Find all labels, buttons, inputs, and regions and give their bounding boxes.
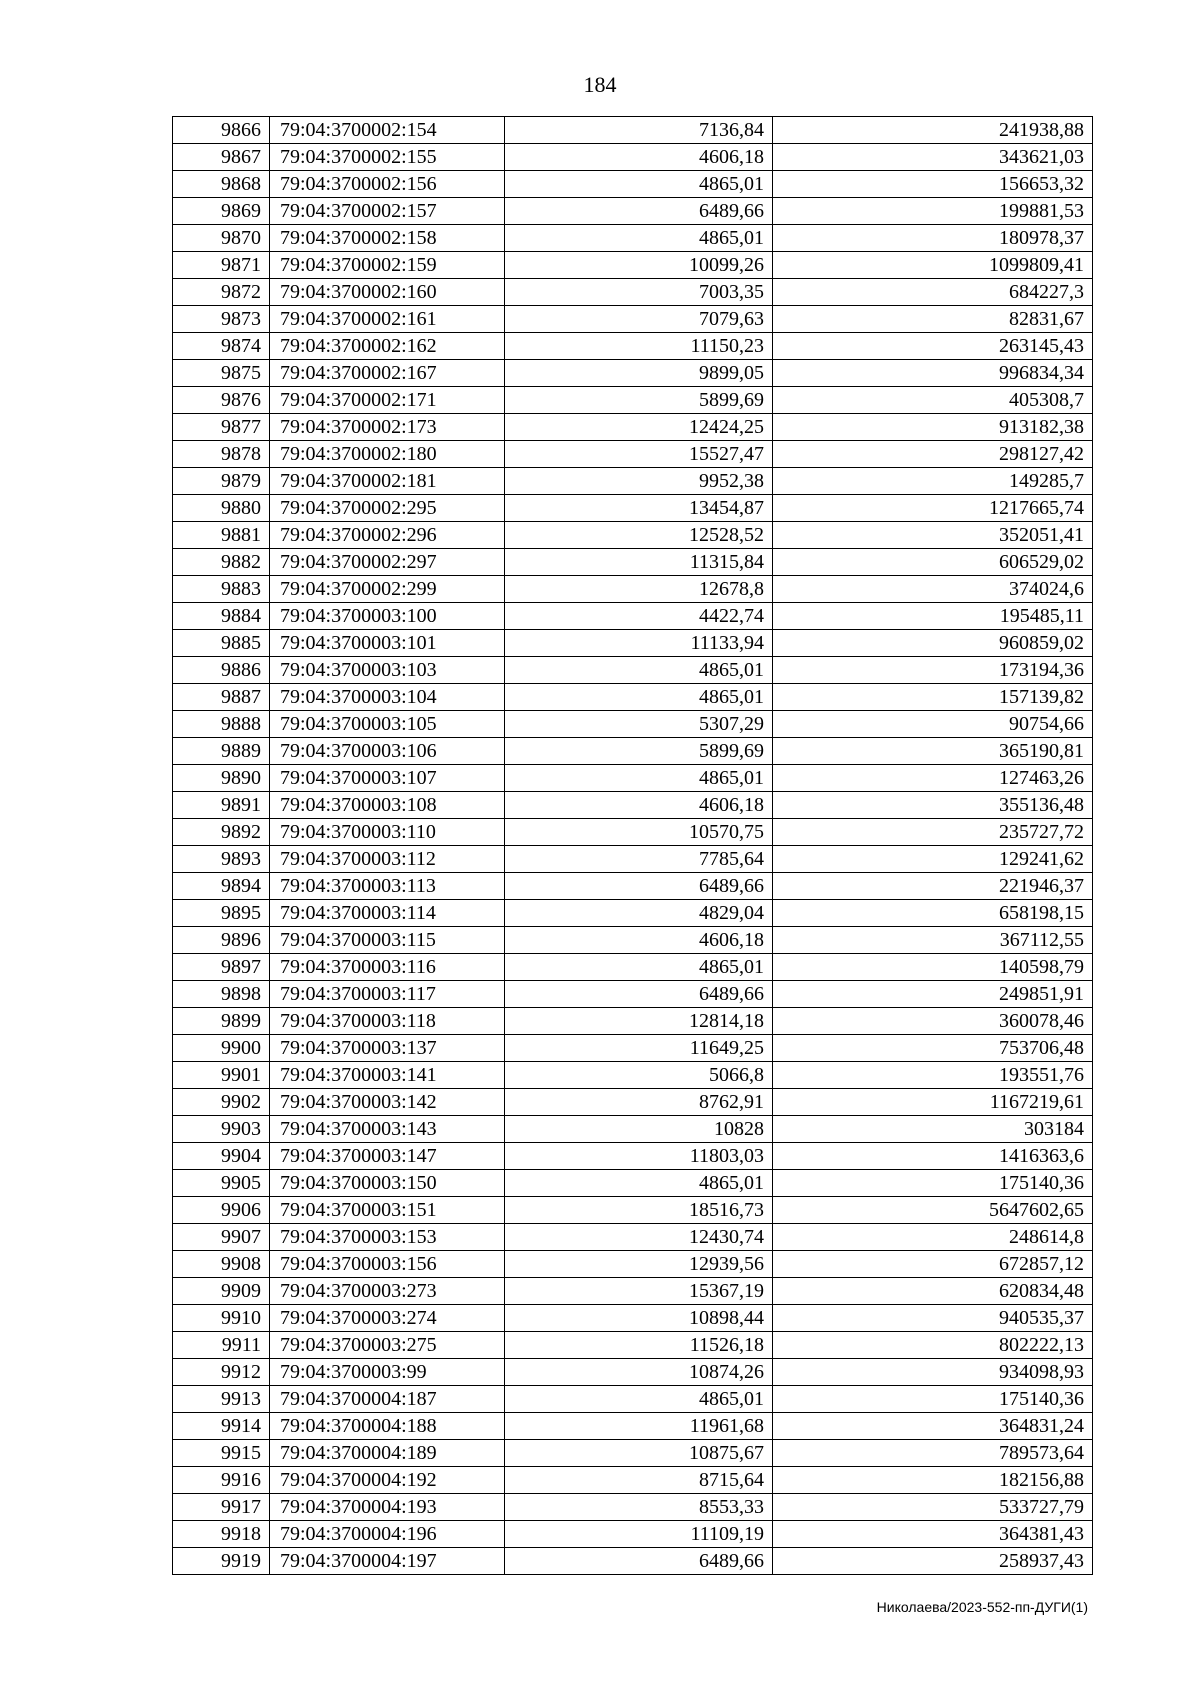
row-number-cell: 9876: [173, 387, 270, 414]
table-row: [173, 900, 1093, 927]
document-footer: Николаева/2023-552-пп-ДУГИ(1): [876, 1599, 1088, 1615]
row-number-cell: 9919: [173, 1548, 270, 1575]
cadastral-number-cell: 79:04:3700003:274: [270, 1305, 505, 1332]
cadastral-number-cell: 79:04:3700002:171: [270, 387, 505, 414]
value-cell: 82831,67: [773, 306, 1093, 333]
table-body: [173, 117, 1093, 1575]
cadastral-number-cell: 79:04:3700003:150: [270, 1170, 505, 1197]
cadastral-number-cell: 79:04:3700002:295: [270, 495, 505, 522]
row-number-cell: 9909: [173, 1278, 270, 1305]
area-cell: 10570,75: [505, 819, 773, 846]
cadastral-number-cell: 79:04:3700002:159: [270, 252, 505, 279]
area-cell: 11649,25: [505, 1035, 773, 1062]
value-cell: 248614,8: [773, 1224, 1093, 1251]
area-cell: 11526,18: [505, 1332, 773, 1359]
row-number-cell: 9869: [173, 198, 270, 225]
area-cell: 4865,01: [505, 225, 773, 252]
cadastral-number-cell: 79:04:3700002:162: [270, 333, 505, 360]
area-cell: 9952,38: [505, 468, 773, 495]
cadastral-number-cell: 79:04:3700002:296: [270, 522, 505, 549]
area-cell: 4865,01: [505, 954, 773, 981]
area-cell: 5899,69: [505, 738, 773, 765]
value-cell: 360078,46: [773, 1008, 1093, 1035]
value-cell: 364831,24: [773, 1413, 1093, 1440]
area-cell: 8715,64: [505, 1467, 773, 1494]
row-number-cell: 9917: [173, 1494, 270, 1521]
area-cell: 11961,68: [505, 1413, 773, 1440]
row-number-cell: 9867: [173, 144, 270, 171]
table-row: [173, 441, 1093, 468]
table-row: [173, 1278, 1093, 1305]
value-cell: 156653,32: [773, 171, 1093, 198]
table-row: [173, 927, 1093, 954]
value-cell: 960859,02: [773, 630, 1093, 657]
row-number-cell: 9878: [173, 441, 270, 468]
row-number-cell: 9868: [173, 171, 270, 198]
table-row: [173, 549, 1093, 576]
row-number-cell: 9912: [173, 1359, 270, 1386]
table-row: [173, 1359, 1093, 1386]
value-cell: 263145,43: [773, 333, 1093, 360]
area-cell: 6489,66: [505, 873, 773, 900]
value-cell: 140598,79: [773, 954, 1093, 981]
area-cell: 12424,25: [505, 414, 773, 441]
area-cell: 18516,73: [505, 1197, 773, 1224]
page-number: 184: [583, 72, 617, 97]
table-row: [173, 1170, 1093, 1197]
cadastral-number-cell: 79:04:3700002:299: [270, 576, 505, 603]
value-cell: 753706,48: [773, 1035, 1093, 1062]
table-row: [173, 873, 1093, 900]
area-cell: 8762,91: [505, 1089, 773, 1116]
row-number-cell: 9881: [173, 522, 270, 549]
row-number-cell: 9888: [173, 711, 270, 738]
value-cell: 684227,3: [773, 279, 1093, 306]
area-cell: 5899,69: [505, 387, 773, 414]
value-cell: 364381,43: [773, 1521, 1093, 1548]
table-row: [173, 630, 1093, 657]
cadastral-number-cell: 79:04:3700003:141: [270, 1062, 505, 1089]
table-row: [173, 252, 1093, 279]
row-number-cell: 9907: [173, 1224, 270, 1251]
table-row: [173, 954, 1093, 981]
value-cell: 802222,13: [773, 1332, 1093, 1359]
area-cell: 4865,01: [505, 765, 773, 792]
table-row: [173, 1116, 1093, 1143]
cadastral-number-cell: 79:04:3700002:173: [270, 414, 505, 441]
value-cell: 606529,02: [773, 549, 1093, 576]
area-cell: 13454,87: [505, 495, 773, 522]
row-number-cell: 9901: [173, 1062, 270, 1089]
cadastral-number-cell: 79:04:3700004:193: [270, 1494, 505, 1521]
value-cell: 913182,38: [773, 414, 1093, 441]
cadastral-number-cell: 79:04:3700003:142: [270, 1089, 505, 1116]
value-cell: 180978,37: [773, 225, 1093, 252]
cadastral-number-cell: 79:04:3700003:106: [270, 738, 505, 765]
area-cell: 12939,56: [505, 1251, 773, 1278]
table-row: [173, 576, 1093, 603]
cadastral-number-cell: 79:04:3700003:147: [270, 1143, 505, 1170]
cadastral-number-cell: 79:04:3700002:160: [270, 279, 505, 306]
value-cell: 193551,76: [773, 1062, 1093, 1089]
area-cell: 10828: [505, 1116, 773, 1143]
value-cell: 303184: [773, 1116, 1093, 1143]
table-row: [173, 1305, 1093, 1332]
cadastral-number-cell: 79:04:3700002:157: [270, 198, 505, 225]
cadastral-number-cell: 79:04:3700002:181: [270, 468, 505, 495]
table-row: [173, 414, 1093, 441]
value-cell: 298127,42: [773, 441, 1093, 468]
row-number-cell: 9902: [173, 1089, 270, 1116]
row-number-cell: 9910: [173, 1305, 270, 1332]
value-cell: 195485,11: [773, 603, 1093, 630]
cadastral-number-cell: 79:04:3700004:192: [270, 1467, 505, 1494]
row-number-cell: 9882: [173, 549, 270, 576]
table-row: [173, 765, 1093, 792]
cadastral-number-cell: 79:04:3700003:107: [270, 765, 505, 792]
table-row: [173, 1413, 1093, 1440]
table-row: [173, 711, 1093, 738]
value-cell: 249851,91: [773, 981, 1093, 1008]
table-row: [173, 279, 1093, 306]
table-row: [173, 117, 1093, 144]
area-cell: 4865,01: [505, 1170, 773, 1197]
cadastral-number-cell: 79:04:3700002:155: [270, 144, 505, 171]
area-cell: 15367,19: [505, 1278, 773, 1305]
value-cell: 533727,79: [773, 1494, 1093, 1521]
cadastral-number-cell: 79:04:3700003:273: [270, 1278, 505, 1305]
area-cell: 10099,26: [505, 252, 773, 279]
value-cell: 355136,48: [773, 792, 1093, 819]
value-cell: 934098,93: [773, 1359, 1093, 1386]
area-cell: 10874,26: [505, 1359, 773, 1386]
row-number-cell: 9911: [173, 1332, 270, 1359]
row-number-cell: 9887: [173, 684, 270, 711]
value-cell: 175140,36: [773, 1170, 1093, 1197]
value-cell: 1217665,74: [773, 495, 1093, 522]
area-cell: 6489,66: [505, 198, 773, 225]
area-cell: 15527,47: [505, 441, 773, 468]
row-number-cell: 9891: [173, 792, 270, 819]
value-cell: 374024,6: [773, 576, 1093, 603]
table-row: [173, 144, 1093, 171]
table-row: [173, 333, 1093, 360]
area-cell: 10875,67: [505, 1440, 773, 1467]
table-row: [173, 1386, 1093, 1413]
cadastral-number-cell: 79:04:3700003:153: [270, 1224, 505, 1251]
cadastral-number-cell: 79:04:3700003:104: [270, 684, 505, 711]
area-cell: 4865,01: [505, 657, 773, 684]
row-number-cell: 9896: [173, 927, 270, 954]
value-cell: 352051,41: [773, 522, 1093, 549]
row-number-cell: 9898: [173, 981, 270, 1008]
table-row: [173, 225, 1093, 252]
table-row: [173, 1440, 1093, 1467]
table-row: [173, 1332, 1093, 1359]
table-row: [173, 495, 1093, 522]
area-cell: 4606,18: [505, 927, 773, 954]
area-cell: 7785,64: [505, 846, 773, 873]
row-number-cell: 9914: [173, 1413, 270, 1440]
area-cell: 7079,63: [505, 306, 773, 333]
value-cell: 235727,72: [773, 819, 1093, 846]
area-cell: 6489,66: [505, 981, 773, 1008]
value-cell: 175140,36: [773, 1386, 1093, 1413]
cadastral-number-cell: 79:04:3700002:161: [270, 306, 505, 333]
table-row: [173, 603, 1093, 630]
cadastral-number-cell: 79:04:3700002:167: [270, 360, 505, 387]
value-cell: 672857,12: [773, 1251, 1093, 1278]
row-number-cell: 9908: [173, 1251, 270, 1278]
area-cell: 4865,01: [505, 684, 773, 711]
table-row: [173, 1548, 1093, 1575]
cadastral-number-cell: 79:04:3700003:137: [270, 1035, 505, 1062]
value-cell: 789573,64: [773, 1440, 1093, 1467]
row-number-cell: 9916: [173, 1467, 270, 1494]
area-cell: 7003,35: [505, 279, 773, 306]
cadastral-number-cell: 79:04:3700003:116: [270, 954, 505, 981]
cadastral-number-cell: 79:04:3700003:156: [270, 1251, 505, 1278]
row-number-cell: 9870: [173, 225, 270, 252]
table-row: [173, 819, 1093, 846]
value-cell: 182156,88: [773, 1467, 1093, 1494]
area-cell: 11803,03: [505, 1143, 773, 1170]
row-number-cell: 9918: [173, 1521, 270, 1548]
table-row: [173, 1008, 1093, 1035]
table-row: [173, 1143, 1093, 1170]
row-number-cell: 9875: [173, 360, 270, 387]
value-cell: 367112,55: [773, 927, 1093, 954]
area-cell: 12678,8: [505, 576, 773, 603]
row-number-cell: 9893: [173, 846, 270, 873]
cadastral-number-cell: 79:04:3700004:187: [270, 1386, 505, 1413]
value-cell: 149285,7: [773, 468, 1093, 495]
row-number-cell: 9880: [173, 495, 270, 522]
value-cell: 241938,88: [773, 117, 1093, 144]
area-cell: 12430,74: [505, 1224, 773, 1251]
area-cell: 5066,8: [505, 1062, 773, 1089]
area-cell: 11150,23: [505, 333, 773, 360]
value-cell: 258937,43: [773, 1548, 1093, 1575]
cadastral-number-cell: 79:04:3700003:99: [270, 1359, 505, 1386]
row-number-cell: 9883: [173, 576, 270, 603]
area-cell: 4865,01: [505, 171, 773, 198]
value-cell: 365190,81: [773, 738, 1093, 765]
cadastral-number-cell: 79:04:3700003:100: [270, 603, 505, 630]
value-cell: 996834,34: [773, 360, 1093, 387]
value-cell: 127463,26: [773, 765, 1093, 792]
row-number-cell: 9890: [173, 765, 270, 792]
cadastral-number-cell: 79:04:3700003:114: [270, 900, 505, 927]
row-number-cell: 9872: [173, 279, 270, 306]
table-row: [173, 306, 1093, 333]
row-number-cell: 9905: [173, 1170, 270, 1197]
cadastral-number-cell: 79:04:3700004:189: [270, 1440, 505, 1467]
row-number-cell: 9906: [173, 1197, 270, 1224]
table-row: [173, 1467, 1093, 1494]
area-cell: 12814,18: [505, 1008, 773, 1035]
row-number-cell: 9866: [173, 117, 270, 144]
area-cell: 8553,33: [505, 1494, 773, 1521]
value-cell: 343621,03: [773, 144, 1093, 171]
table-row: [173, 1224, 1093, 1251]
row-number-cell: 9886: [173, 657, 270, 684]
row-number-cell: 9904: [173, 1143, 270, 1170]
cadastral-number-cell: 79:04:3700003:103: [270, 657, 505, 684]
row-number-cell: 9903: [173, 1116, 270, 1143]
table-row: [173, 360, 1093, 387]
row-number-cell: 9877: [173, 414, 270, 441]
area-cell: 10898,44: [505, 1305, 773, 1332]
table-row: [173, 1251, 1093, 1278]
value-cell: 658198,15: [773, 900, 1093, 927]
value-cell: 1099809,41: [773, 252, 1093, 279]
cadastral-number-cell: 79:04:3700003:112: [270, 846, 505, 873]
cadastral-number-cell: 79:04:3700004:197: [270, 1548, 505, 1575]
cadastral-number-cell: 79:04:3700003:105: [270, 711, 505, 738]
cadastral-number-cell: 79:04:3700003:118: [270, 1008, 505, 1035]
row-number-cell: 9879: [173, 468, 270, 495]
table-row: [173, 1062, 1093, 1089]
area-cell: 11109,19: [505, 1521, 773, 1548]
value-cell: 173194,36: [773, 657, 1093, 684]
row-number-cell: 9874: [173, 333, 270, 360]
cadastral-value-table: [172, 116, 1093, 1575]
table-row: [173, 387, 1093, 414]
table-row: [173, 792, 1093, 819]
cadastral-number-cell: 79:04:3700003:117: [270, 981, 505, 1008]
table-row: [173, 684, 1093, 711]
row-number-cell: 9915: [173, 1440, 270, 1467]
row-number-cell: 9900: [173, 1035, 270, 1062]
row-number-cell: 9899: [173, 1008, 270, 1035]
cadastral-number-cell: 79:04:3700003:101: [270, 630, 505, 657]
area-cell: 11133,94: [505, 630, 773, 657]
cadastral-number-cell: 79:04:3700003:151: [270, 1197, 505, 1224]
area-cell: 4606,18: [505, 144, 773, 171]
value-cell: 5647602,65: [773, 1197, 1093, 1224]
value-cell: 129241,62: [773, 846, 1093, 873]
value-cell: 620834,48: [773, 1278, 1093, 1305]
area-cell: 11315,84: [505, 549, 773, 576]
table-row: [173, 738, 1093, 765]
cadastral-number-cell: 79:04:3700004:188: [270, 1413, 505, 1440]
row-number-cell: 9884: [173, 603, 270, 630]
row-number-cell: 9889: [173, 738, 270, 765]
value-cell: 199881,53: [773, 198, 1093, 225]
cadastral-number-cell: 79:04:3700002:158: [270, 225, 505, 252]
table-row: [173, 171, 1093, 198]
cadastral-number-cell: 79:04:3700004:196: [270, 1521, 505, 1548]
cadastral-number-cell: 79:04:3700003:115: [270, 927, 505, 954]
area-cell: 4606,18: [505, 792, 773, 819]
value-cell: 405308,7: [773, 387, 1093, 414]
area-cell: 4865,01: [505, 1386, 773, 1413]
table-row: [173, 846, 1093, 873]
table-row: [173, 657, 1093, 684]
value-cell: 90754,66: [773, 711, 1093, 738]
row-number-cell: 9892: [173, 819, 270, 846]
table-row: [173, 1197, 1093, 1224]
table-row: [173, 468, 1093, 495]
value-cell: 1416363,6: [773, 1143, 1093, 1170]
value-cell: 221946,37: [773, 873, 1093, 900]
area-cell: 4422,74: [505, 603, 773, 630]
table-row: [173, 1521, 1093, 1548]
area-cell: 9899,05: [505, 360, 773, 387]
area-cell: 6489,66: [505, 1548, 773, 1575]
area-cell: 4829,04: [505, 900, 773, 927]
area-cell: 12528,52: [505, 522, 773, 549]
value-cell: 157139,82: [773, 684, 1093, 711]
value-cell: 940535,37: [773, 1305, 1093, 1332]
cadastral-number-cell: 79:04:3700002:154: [270, 117, 505, 144]
table-row: [173, 522, 1093, 549]
cadastral-number-cell: 79:04:3700002:180: [270, 441, 505, 468]
table-row: [173, 981, 1093, 1008]
cadastral-number-cell: 79:04:3700003:113: [270, 873, 505, 900]
table-row: [173, 1089, 1093, 1116]
row-number-cell: 9873: [173, 306, 270, 333]
row-number-cell: 9895: [173, 900, 270, 927]
row-number-cell: 9897: [173, 954, 270, 981]
cadastral-number-cell: 79:04:3700003:110: [270, 819, 505, 846]
row-number-cell: 9894: [173, 873, 270, 900]
cadastral-number-cell: 79:04:3700003:275: [270, 1332, 505, 1359]
area-cell: 7136,84: [505, 117, 773, 144]
table-row: [173, 198, 1093, 225]
value-cell: 1167219,61: [773, 1089, 1093, 1116]
table-row: [173, 1035, 1093, 1062]
cadastral-number-cell: 79:04:3700003:108: [270, 792, 505, 819]
area-cell: 5307,29: [505, 711, 773, 738]
row-number-cell: 9871: [173, 252, 270, 279]
row-number-cell: 9913: [173, 1386, 270, 1413]
cadastral-number-cell: 79:04:3700003:143: [270, 1116, 505, 1143]
table-row: [173, 1494, 1093, 1521]
cadastral-number-cell: 79:04:3700002:297: [270, 549, 505, 576]
cadastral-number-cell: 79:04:3700002:156: [270, 171, 505, 198]
row-number-cell: 9885: [173, 630, 270, 657]
